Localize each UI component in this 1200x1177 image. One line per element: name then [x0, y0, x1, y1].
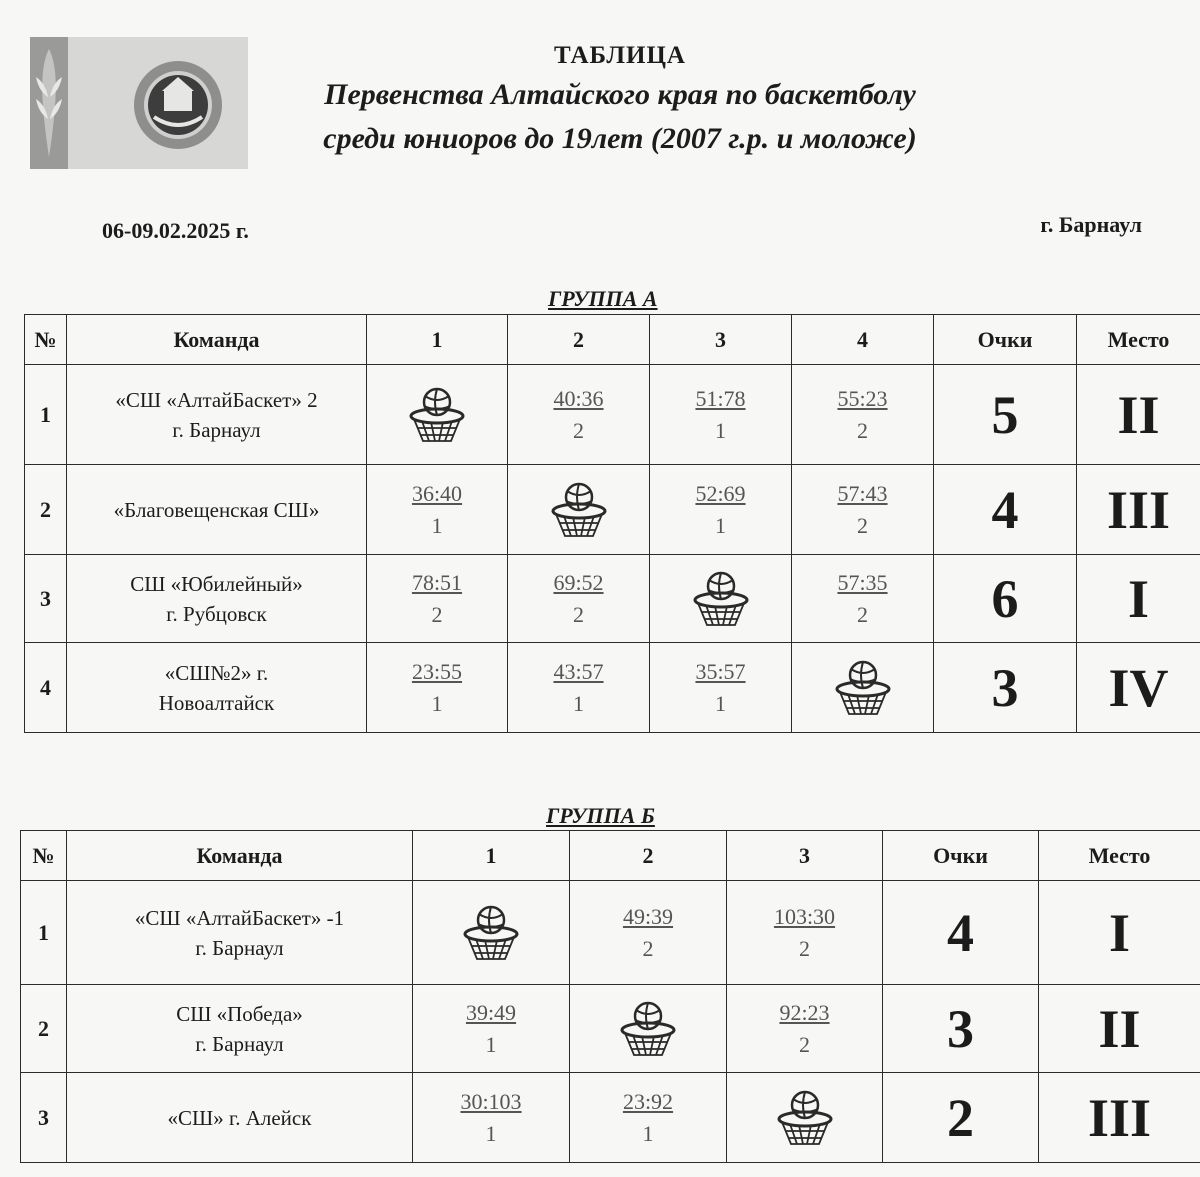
- team-cell: [67, 365, 367, 465]
- header-opponent-2: 2: [508, 315, 650, 365]
- team-city: Новоалтайск: [158, 690, 275, 715]
- total-points: 3: [934, 643, 1077, 733]
- match-result-cell: [650, 465, 792, 555]
- team-cell: [67, 881, 413, 985]
- document-subtitle-line-2: среди юниоров до 19лет (2007 г.р. и моложе): [323, 122, 917, 155]
- match-score: 30:103: [460, 1088, 522, 1114]
- team-cell: [67, 1073, 413, 1163]
- match-score: 103:30: [773, 903, 836, 929]
- match-points: 1: [431, 512, 443, 538]
- match-points: 2: [573, 601, 584, 627]
- total-points: 3: [883, 985, 1039, 1073]
- match-result-cell: [367, 465, 508, 555]
- match-score: 57:43: [837, 480, 888, 506]
- team-name: «СШ «АлтайБаскет» -1: [134, 905, 345, 930]
- match-points: 2: [857, 417, 868, 443]
- group-a-title: ГРУППА А: [548, 286, 658, 311]
- document-subtitle-line-1: Первенства Алтайского края по баскетболу: [324, 78, 916, 111]
- team-city: г. Барнаул: [195, 1031, 284, 1056]
- event-date: 06-09.02.2025 г.: [102, 218, 249, 243]
- row-number: 3: [25, 555, 67, 643]
- header-number: №: [25, 315, 67, 365]
- match-score: 23:55: [411, 658, 463, 684]
- group-b-table: [20, 830, 1200, 1163]
- match-score: 51:78: [695, 385, 746, 411]
- match-score: 55:23: [837, 385, 888, 411]
- team-cell: [67, 465, 367, 555]
- match-points: 1: [715, 512, 726, 538]
- basketball-hoop-icon: [570, 1000, 726, 1058]
- table-row: [21, 1073, 1200, 1163]
- final-place: I: [1077, 555, 1200, 643]
- event-city: г. Барнаул: [1040, 212, 1142, 237]
- final-place: III: [1077, 465, 1200, 555]
- table-row: [21, 985, 1200, 1073]
- match-result-cell: [413, 985, 570, 1073]
- match-score: 23:92: [622, 1088, 674, 1114]
- group-a-header-row: [25, 315, 1200, 365]
- row-number: 2: [25, 465, 67, 555]
- group-a-table: [24, 314, 1200, 733]
- self-match-cell: [367, 365, 508, 465]
- match-score: 40:36: [553, 385, 604, 411]
- document-title: ТАБЛИЦА: [554, 42, 686, 69]
- match-result-cell: [727, 881, 883, 985]
- final-place: II: [1039, 985, 1200, 1073]
- match-score: 69:52: [553, 569, 604, 595]
- altai-krai-emblem: [30, 37, 248, 169]
- team-city: г. Барнаул: [195, 935, 284, 960]
- team-name: СШ «Юбилейный»: [130, 571, 303, 596]
- group-b-header-row: [21, 831, 1200, 881]
- match-result-cell: [650, 365, 792, 465]
- basketball-hoop-icon: [727, 1089, 882, 1147]
- match-score: 39:49: [465, 999, 517, 1025]
- match-points: 2: [642, 935, 654, 961]
- match-score: 49:39: [622, 903, 674, 929]
- match-result-cell: [792, 465, 934, 555]
- header-place: Место: [1077, 315, 1200, 365]
- basketball-hoop-icon: [792, 659, 933, 717]
- match-result-cell: [570, 881, 727, 985]
- self-match-cell: [792, 643, 934, 733]
- header-number: №: [21, 831, 67, 881]
- basketball-hoop-icon: [508, 481, 649, 539]
- self-match-cell: [727, 1073, 883, 1163]
- final-place: III: [1039, 1073, 1200, 1163]
- match-score: 78:51: [411, 569, 463, 595]
- team-name: «СШ» г. Алейск: [167, 1105, 312, 1130]
- total-points: 4: [934, 465, 1077, 555]
- match-result-cell: [367, 555, 508, 643]
- row-number: 1: [21, 881, 67, 985]
- row-number: 3: [21, 1073, 67, 1163]
- basketball-hoop-icon: [413, 904, 569, 962]
- header-opponent-1: 1: [367, 315, 508, 365]
- total-points: 4: [883, 881, 1039, 985]
- group-b-title: ГРУППА Б: [546, 803, 655, 828]
- header-points: Очки: [934, 315, 1077, 365]
- basketball-hoop-icon: [650, 570, 791, 628]
- match-points: 1: [431, 690, 443, 716]
- match-result-cell: [727, 985, 883, 1073]
- header-opponent-2: 2: [570, 831, 727, 881]
- team-cell: [67, 985, 413, 1073]
- match-result-cell: [570, 1073, 727, 1163]
- match-points: 2: [857, 601, 868, 627]
- total-points: 5: [934, 365, 1077, 465]
- table-row: [25, 555, 1200, 643]
- match-score: 43:57: [553, 658, 604, 684]
- match-points: 1: [715, 690, 726, 716]
- match-points: 2: [857, 512, 868, 538]
- match-result-cell: [508, 643, 650, 733]
- header-opponent-3: 3: [650, 315, 792, 365]
- match-result-cell: [650, 643, 792, 733]
- table-row: [25, 643, 1200, 733]
- team-name: «Благовещенская СШ»: [113, 497, 320, 522]
- match-score: 36:40: [411, 480, 463, 506]
- match-result-cell: [792, 365, 934, 465]
- row-number: 4: [25, 643, 67, 733]
- match-score: 52:69: [695, 480, 746, 506]
- match-points: 1: [642, 1120, 654, 1146]
- header-opponent-4: 4: [792, 315, 934, 365]
- match-points: 2: [431, 601, 443, 627]
- table-row: [21, 881, 1200, 985]
- total-points: 2: [883, 1073, 1039, 1163]
- team-city: г. Рубцовск: [166, 601, 267, 626]
- match-score: 35:57: [695, 658, 746, 684]
- header-team: Команда: [67, 831, 413, 881]
- row-number: 1: [25, 365, 67, 465]
- match-result-cell: [367, 643, 508, 733]
- header-place: Место: [1039, 831, 1200, 881]
- match-result-cell: [413, 1073, 570, 1163]
- match-points: 2: [573, 417, 584, 443]
- team-cell: [67, 643, 367, 733]
- team-cell: [67, 555, 367, 643]
- team-name: «СШ «АлтайБаскет» 2: [115, 387, 318, 412]
- match-score: 92:23: [779, 999, 830, 1025]
- final-place: I: [1039, 881, 1200, 985]
- self-match-cell: [570, 985, 727, 1073]
- self-match-cell: [508, 465, 650, 555]
- team-city: г. Барнаул: [172, 417, 261, 442]
- match-points: 1: [715, 417, 726, 443]
- match-result-cell: [508, 555, 650, 643]
- header-team: Команда: [67, 315, 367, 365]
- table-row: [25, 465, 1200, 555]
- match-result-cell: [792, 555, 934, 643]
- final-place: II: [1077, 365, 1200, 465]
- match-result-cell: [508, 365, 650, 465]
- match-points: 1: [485, 1120, 497, 1146]
- total-points: 6: [934, 555, 1077, 643]
- basketball-hoop-icon: [367, 386, 507, 444]
- final-place: IV: [1077, 643, 1200, 733]
- team-name: «СШ№2» г.: [164, 660, 269, 685]
- table-row: [25, 365, 1200, 465]
- header-points: Очки: [883, 831, 1039, 881]
- row-number: 2: [21, 985, 67, 1073]
- match-points: 1: [573, 690, 584, 716]
- team-name: СШ «Победа»: [176, 1001, 303, 1026]
- header-opponent-3: 3: [727, 831, 883, 881]
- match-points: 2: [799, 935, 810, 961]
- match-points: 2: [799, 1031, 810, 1057]
- self-match-cell: [413, 881, 570, 985]
- match-score: 57:35: [837, 569, 888, 595]
- match-points: 1: [485, 1031, 497, 1057]
- self-match-cell: [650, 555, 792, 643]
- header-opponent-1: 1: [413, 831, 570, 881]
